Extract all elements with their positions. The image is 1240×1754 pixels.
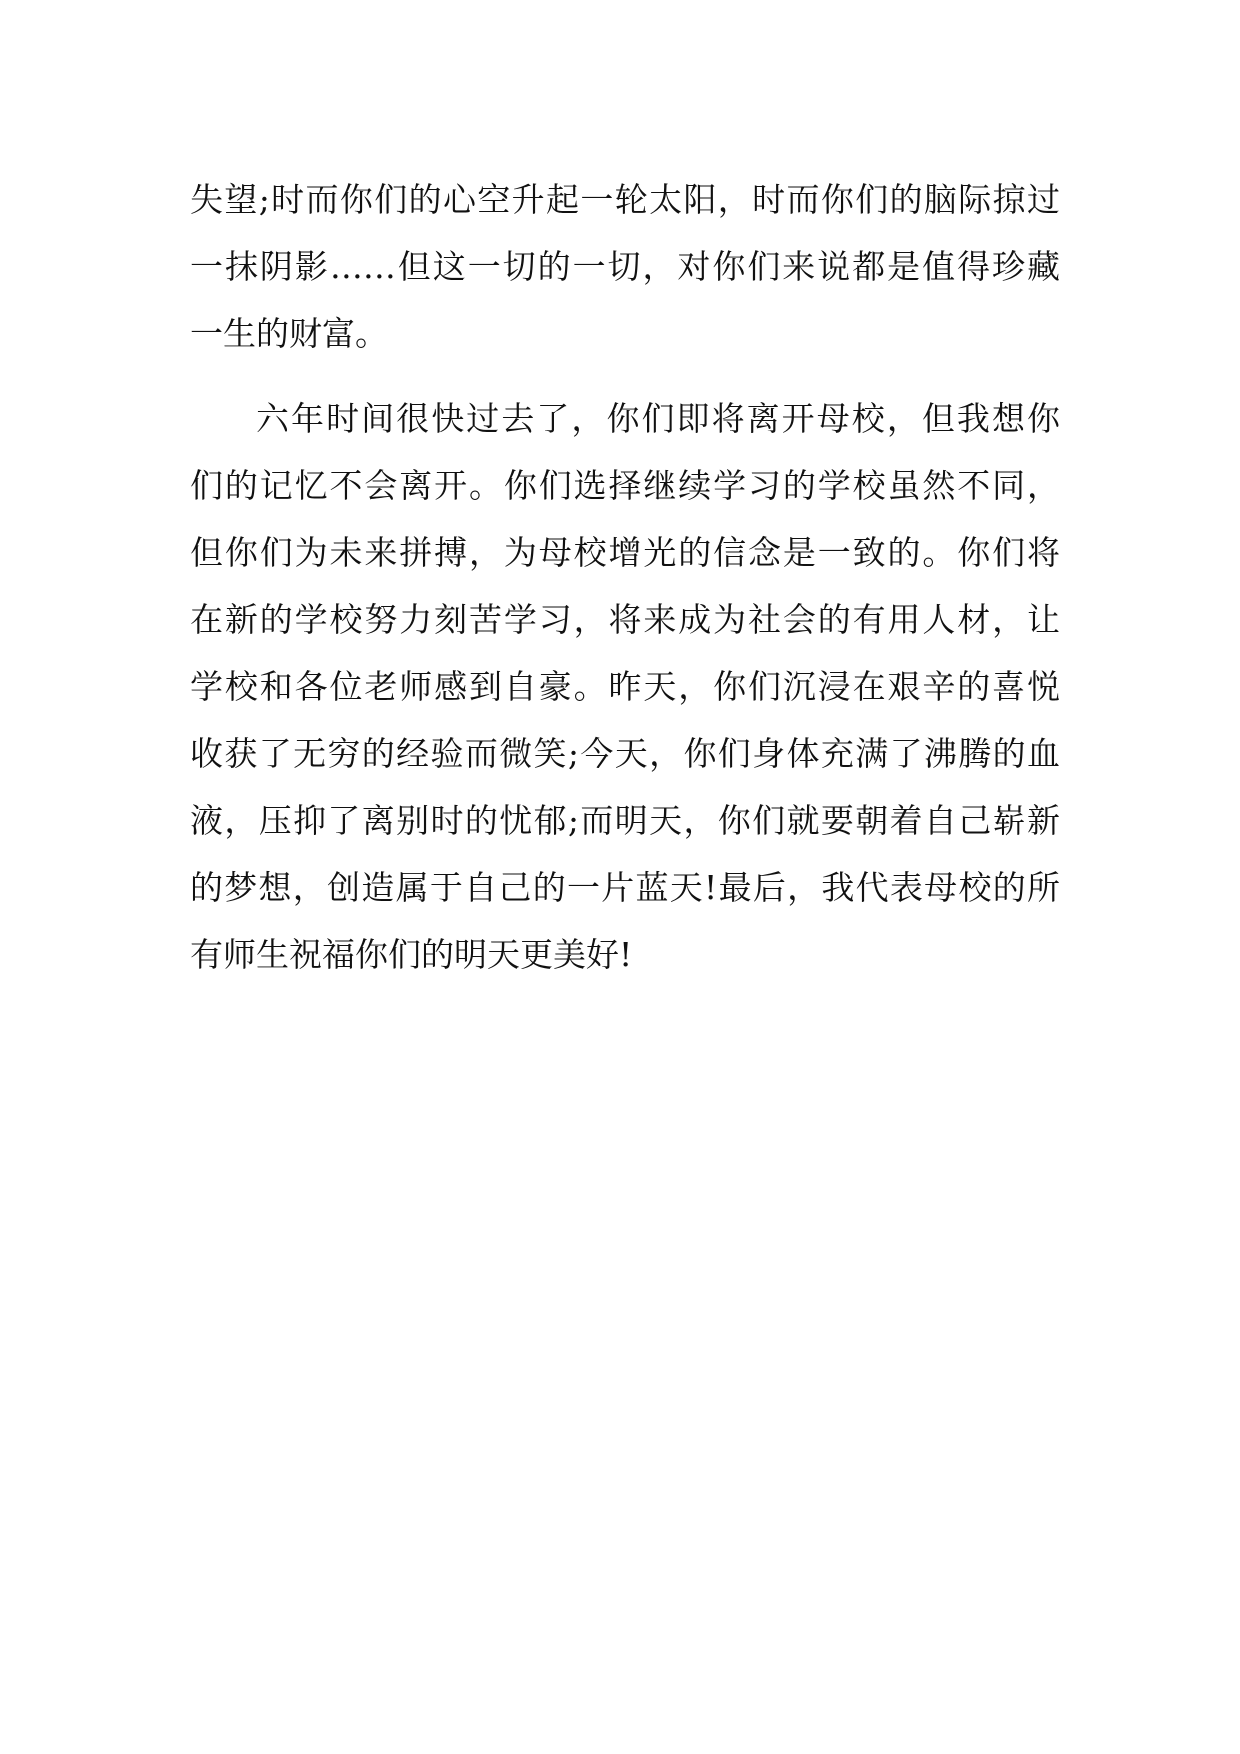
paragraph-2-line-2: 们的记忆不会离开。你们选择继续学习的学校虽然不同， <box>190 466 1060 505</box>
paragraph-1-line-3: 一生的财富。 <box>190 314 388 353</box>
paragraph-2-line-5: 学校和各位老师感到自豪。昨天，你们沉浸在艰辛的喜悦 <box>190 667 1060 706</box>
paragraph-1-line-1: 失望;时而你们的心空升起一轮太阳，时而你们的脑际掠过 <box>190 180 1060 219</box>
paragraph-2-line-9: 有师生祝福你们的明天更美好! <box>190 935 633 974</box>
body-text <box>190 166 1060 988</box>
paragraph-2-line-4: 在新的学校努力刻苦学习，将来成为社会的有用人材，让 <box>190 600 1060 639</box>
paragraph-2-line-6: 收获了无穷的经验而微笑;今天，你们身体充满了沸腾的血 <box>190 734 1060 773</box>
paragraph-2-line-3: 但你们为未来拼搏，为母校增光的信念是一致的。你们将 <box>190 533 1060 572</box>
paragraph-2-line-7: 液，压抑了离别时的忧郁;而明天，你们就要朝着自己崭新 <box>190 801 1060 840</box>
paragraph-1 <box>190 166 1060 367</box>
paragraph-2-line-8: 的梦想，创造属于自己的一片蓝天!最后，我代表母校的所 <box>190 868 1060 907</box>
paragraph-1-line-2: 一抹阴影……但这一切的一切，对你们来说都是值得珍藏 <box>190 247 1060 286</box>
paragraph-2 <box>190 385 1060 988</box>
paragraph-2-line-1: 六年时间很快过去了，你们即将离开母校，但我想你 <box>256 399 1060 438</box>
